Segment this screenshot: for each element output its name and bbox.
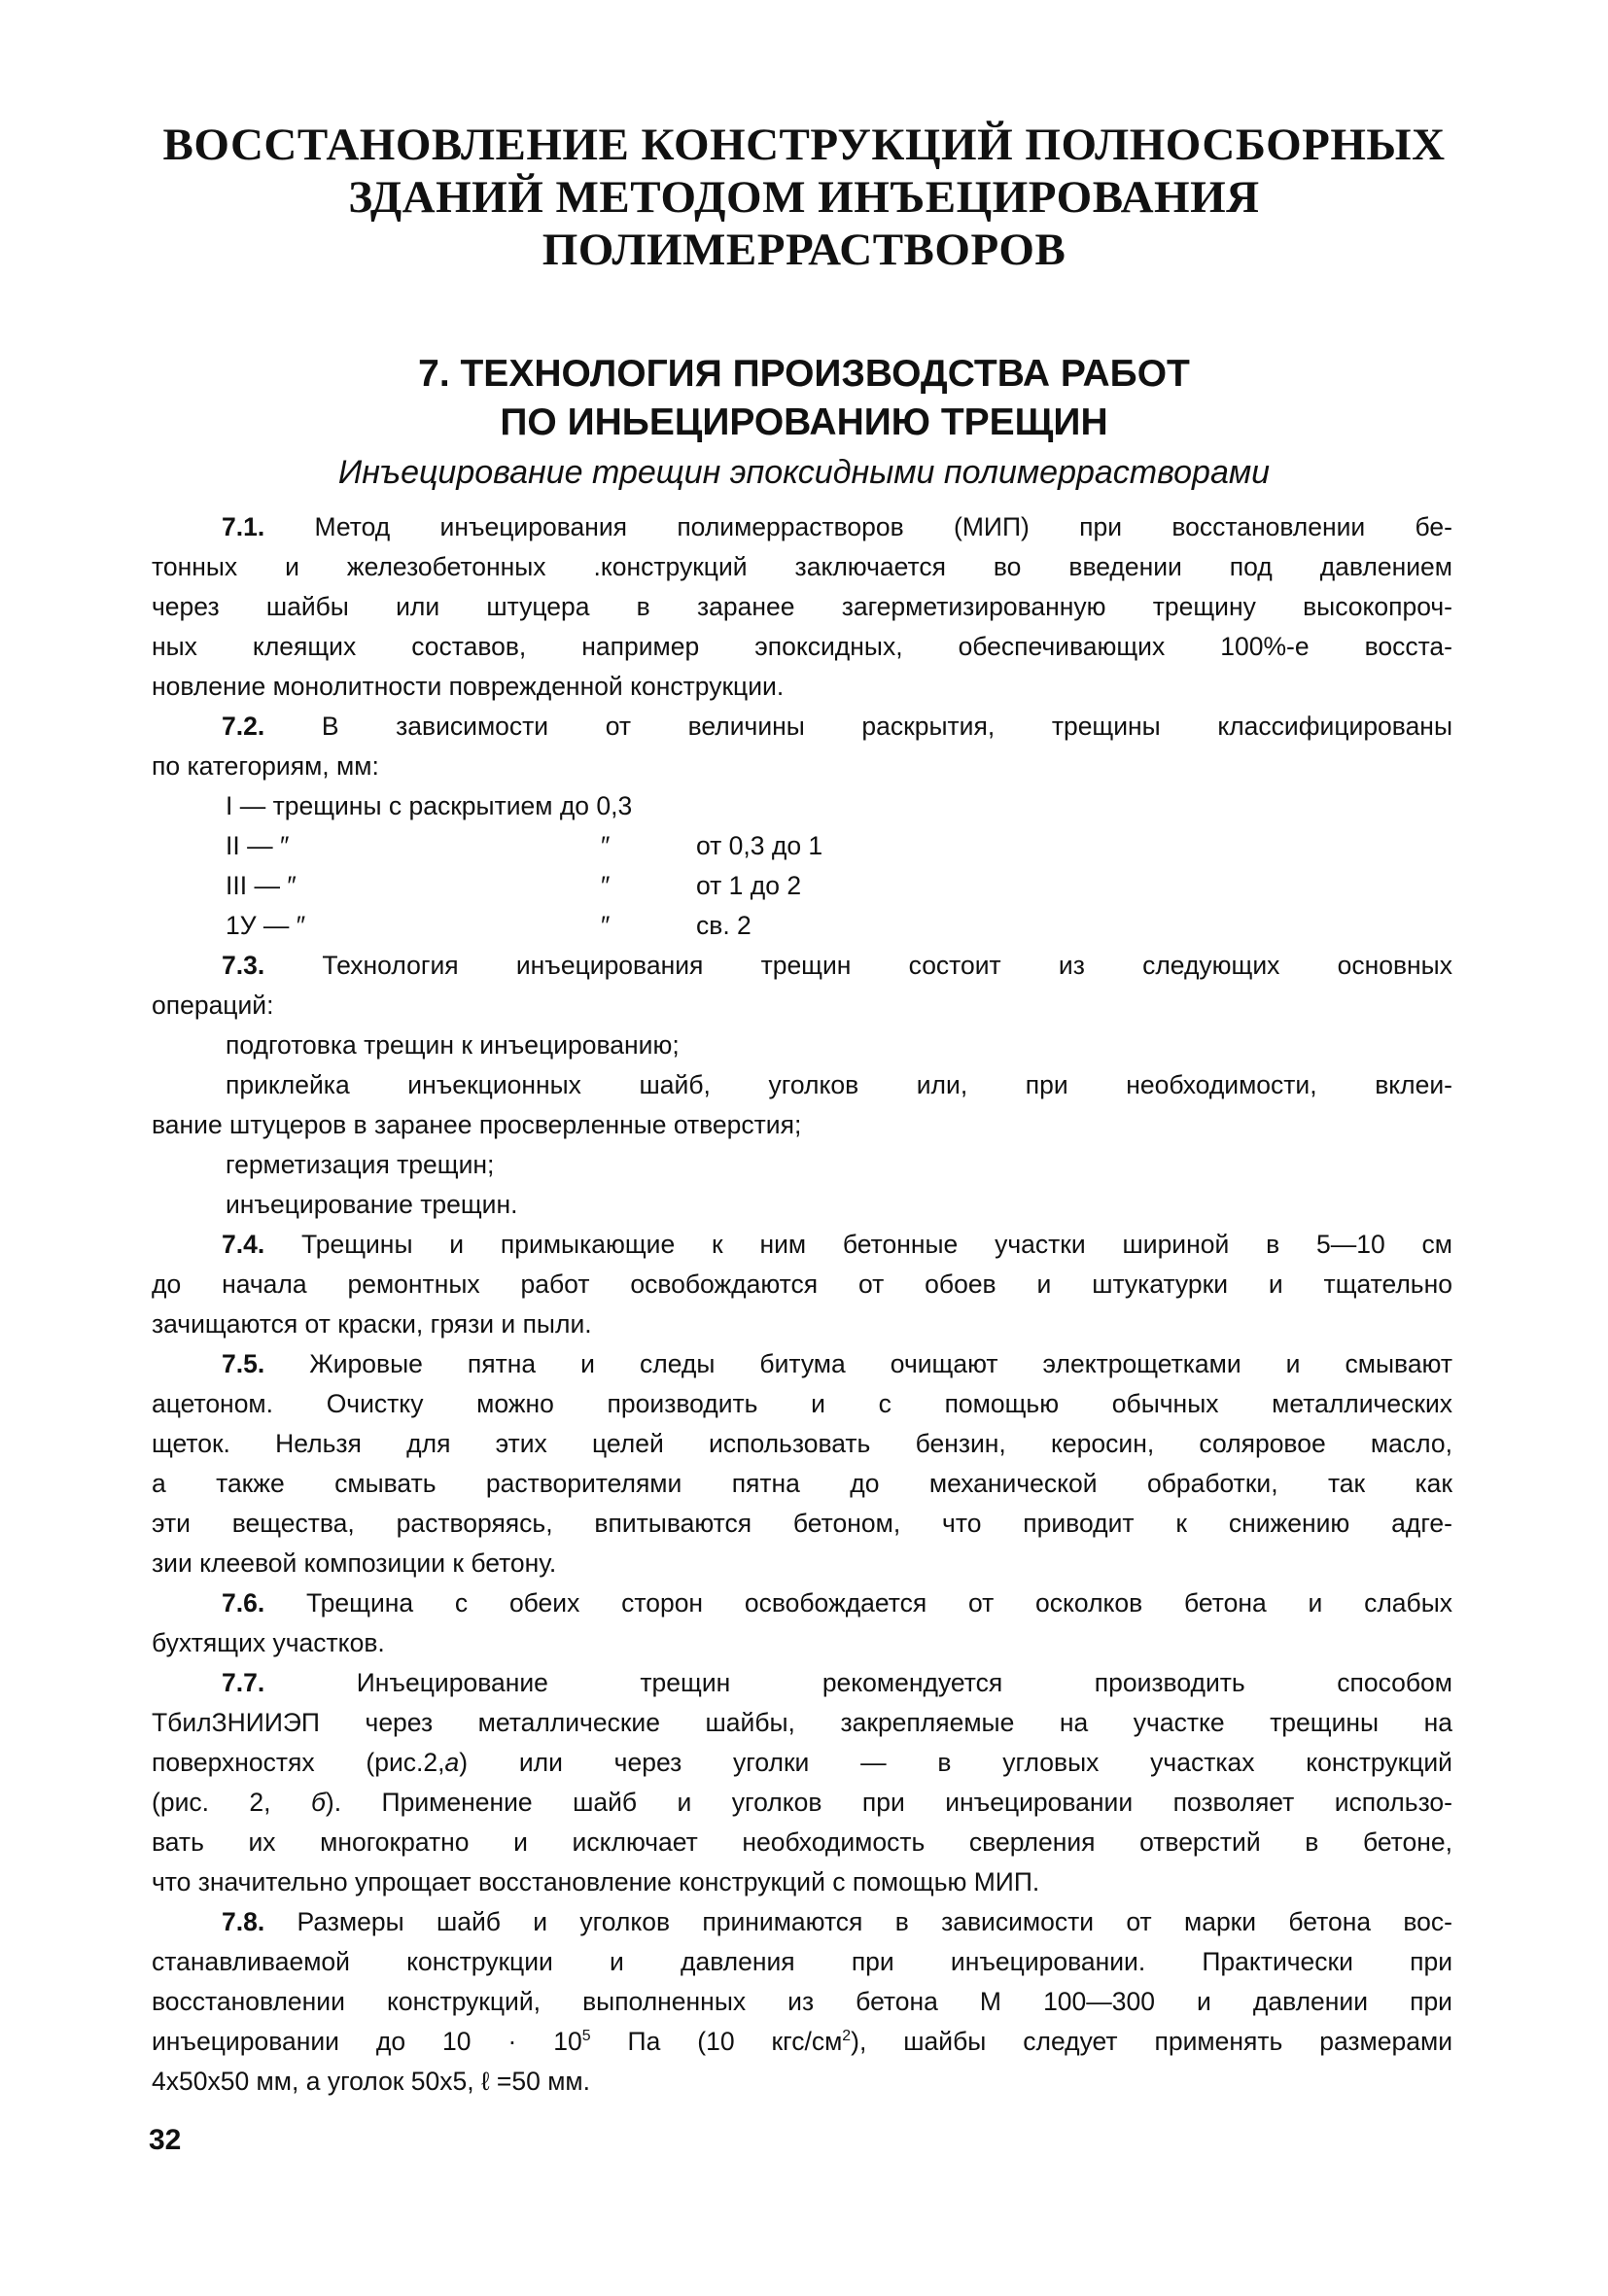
body-text xyxy=(152,507,1452,2102)
paragraph-7-8-line-3: восстановлении конструкций, выполненных из бетона М 100—300 и давлении при xyxy=(152,1987,1452,2016)
paragraph-7-5-line-3: щеток. Нельзя для этих целей использовать бензин, керосин, соляровое масло, xyxy=(152,1429,1452,1458)
paragraph-7-5-line-6: зии клеевой композиции к бетону. xyxy=(152,1548,557,1578)
paragraph-7-1-line-3: через шайбы или штуцера в заранее загерметизированную трещину высокопроч- xyxy=(152,592,1452,621)
paragraph-7-1-line-4: ных клеящих составов, например эпоксидных, обеспечивающих 100%-е восста- xyxy=(152,632,1452,661)
paragraph-7-7-line-2: ТбилЗНИИЭП через металлические шайбы, закрепляемые на участке трещины на xyxy=(152,1708,1452,1737)
paragraph-7-8-line-5: 4х50х50 мм, а уголок 50х5, ℓ =50 мм. xyxy=(152,2067,590,2096)
section-heading-line-1: 7. ТЕХНОЛОГИЯ ПРОИЗВОДСТВА РАБОТ xyxy=(418,353,1190,395)
paragraph-7-8-line-2: станавливаемой конструкции и давления при инъецировании. Практически при xyxy=(152,1947,1452,1976)
paragraph-7-6-line-2: бухтящих участков. xyxy=(152,1628,385,1657)
paragraph-7-5-line-2: ацетоном. Очистку можно производить и с помощью обычных металлических xyxy=(152,1389,1452,1418)
title-line-3: ПОЛИМЕРРАСТВОРОВ xyxy=(542,225,1066,275)
document-title xyxy=(117,119,1491,276)
paragraph-7-3-line-1: 7.3. Технология инъецирования трещин состоит из следующих основных xyxy=(222,951,1452,980)
paragraph-7-2-line-2: по категориям, мм: xyxy=(152,751,379,781)
paragraph-7-8-line-1: 7.8. Размеры шайб и уголков принимаются в зависимости от марки бетона вос- xyxy=(222,1907,1452,1936)
paragraph-number: 7.7. xyxy=(222,1668,265,1697)
paragraph-7-6-line-1: 7.6. Трещина с обеих сторон освобождается от осколков бетона и слабых xyxy=(222,1588,1452,1618)
category-row-1: I — трещины с раскрытием до 0,3 xyxy=(226,791,633,820)
paragraph-number: 7.8. xyxy=(222,1907,265,1936)
operation-item-3: герметизация трещин; xyxy=(226,1150,495,1179)
section-heading-line-2: ПО ИНЬЕЦИРОВАНИЮ ТРЕЩИН xyxy=(500,401,1108,443)
page-number: 32 xyxy=(149,2124,182,2156)
title-line-1: ВОССТАНОВЛЕНИЕ КОНСТРУКЦИЙ ПОЛНОСБОРНЫХ xyxy=(162,120,1446,170)
paragraph-7-8-line-4: инъецировании до $10 \cdot 10^5$ Па (10 кгс/$см^2$), шайбы следует применять размерами xyxy=(152,2027,1452,2056)
paragraph-7-7-line-1: 7.7. Инъецирование трещин рекомендуется производить способом xyxy=(222,1668,1452,1697)
category-row-4: 1У — ″ ″ св. 2 xyxy=(226,911,752,940)
paragraph-number: 7.3. xyxy=(222,951,265,980)
paragraph-7-2-line-1: 7.2. В зависимости от величины раскрытия, трещины классифицированы xyxy=(222,712,1452,741)
section-heading xyxy=(117,350,1491,447)
title-line-2: ЗДАНИЙ МЕТОДОМ ИНЪЕЦИРОВАНИЯ xyxy=(348,172,1260,223)
paragraph-7-1-line-1: 7.1. Метод инъецирования полимеррастворов (МИП) при восстановлении бе- xyxy=(222,512,1452,541)
paragraph-7-1-line-5: новление монолитности поврежденной конструкции. xyxy=(152,672,785,701)
paragraph-number: 7.1. xyxy=(222,512,265,541)
paragraph-7-5-line-1: 7.5. Жировые пятна и следы битума очищают электрощетками и смывают xyxy=(222,1349,1452,1378)
operation-item-1: подготовка трещин к инъецированию; xyxy=(226,1030,680,1060)
paragraph-number: 7.6. xyxy=(222,1588,265,1618)
paragraph-7-7-line-3: поверхностях (рис.2,а) или через уголки — в угловых участках конструкций xyxy=(152,1748,1452,1777)
paragraph-7-4-line-3: зачищаются от краски, грязи и пыли. xyxy=(152,1309,592,1339)
operation-item-2: приклейка инъекционных шайб, уголков или, при необходимости, вклеи- xyxy=(226,1070,1452,1099)
paragraph-number: 7.2. xyxy=(222,712,265,741)
paragraph-7-7-line-4: (рис. 2, б). Применение шайб и уголков при инъецировании позволяет использо- xyxy=(152,1788,1452,1817)
paragraph-number: 7.4. xyxy=(222,1230,265,1259)
paragraph-7-4-line-2: до начала ремонтных работ освобождаются от обоев и штукатурки и тщательно xyxy=(152,1270,1452,1299)
paragraph-7-7-line-6: что значительно упрощает восстановление конструкций с помощью МИП. xyxy=(152,1867,1040,1896)
paragraph-7-3-line-2: операций: xyxy=(152,991,274,1020)
operation-item-4: инъецирование трещин. xyxy=(226,1190,518,1219)
paragraph-number: 7.5. xyxy=(222,1349,265,1378)
section-subtitle: Инъецирование трещин эпоксидными полимеррастворами xyxy=(337,454,1271,491)
paragraph-7-7-line-5: вать их многократно и исключает необходимость сверления отверстий в бетоне, xyxy=(152,1827,1452,1857)
paragraph-7-4-line-1: 7.4. Трещины и примыкающие к ним бетонные участки шириной в 5—10 см xyxy=(222,1230,1452,1259)
category-row-2: II — ″ ″ от 0,3 до 1 xyxy=(226,831,823,860)
category-row-3: III — ″ ″ от 1 до 2 xyxy=(226,871,802,900)
paragraph-7-5-line-5: эти вещества, растворяясь, впитываются бетоном, что приводит к снижению адге- xyxy=(152,1509,1452,1538)
operation-item-2-cont: вание штуцеров в заранее просверленные отверстия; xyxy=(152,1110,802,1139)
paragraph-7-1-line-2: тонных и железобетонных .конструкций заключается во введении под давлением xyxy=(152,552,1452,581)
paragraph-7-5-line-4: а также смывать растворителями пятна до механической обработки, так как xyxy=(152,1469,1452,1498)
